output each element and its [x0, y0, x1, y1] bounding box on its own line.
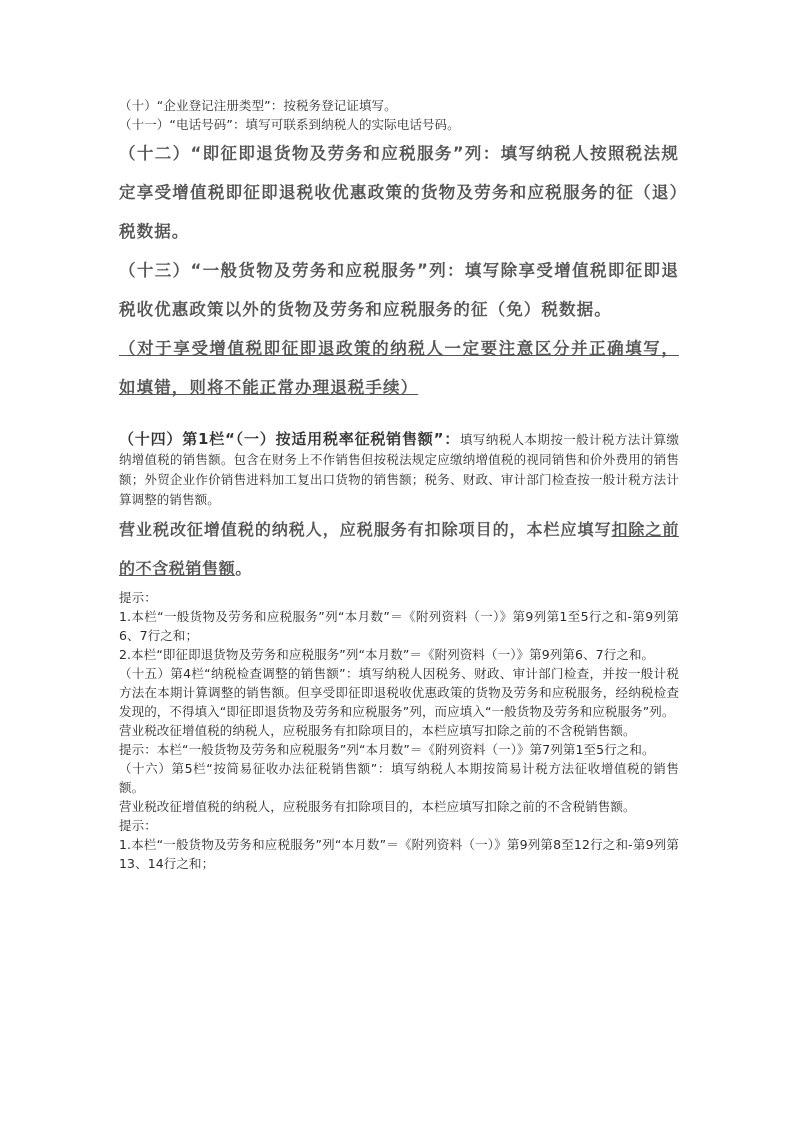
paragraph-16: （十六）第5栏“按简易征收办法征税销售额”：填写纳税人本期按简易计税方法征收增值税的销售额。: [119, 761, 679, 795]
tip-label-1: 提示：: [119, 590, 157, 605]
document-page: [119, 96, 679, 873]
vat-note-end: 。: [235, 559, 252, 578]
vat-note-text: 营业税改征增值税的纳税人，应税服务有扣除项目的，本栏应填写: [119, 520, 612, 539]
paragraph-14: [119, 429, 679, 510]
paragraph-10: （十）“企业登记注册类型”：按税务登记证填写。: [119, 98, 397, 113]
vat-note-underlined: 扣除之前的不含税销售额: [119, 520, 679, 578]
paragraph-12: （十二）“即征即退货物及劳务和应税服务”列：填写纳税人按照税法规定享受增值税即征即退税收优惠政策的货物及劳务和应税服务的征（退）税数据。: [119, 144, 679, 241]
paragraph-15-tip: 提示：本栏“一般货物及劳务和应税服务”列“本月数”＝《附列资料（一）》第7列第1至5行之和。: [119, 742, 655, 757]
tip-2-item-1: 1.本栏“一般货物及劳务和应税服务”列“本月数”＝《附列资料（一）》第9列第8至12行之和-第9列第13、14行之和；: [119, 837, 679, 871]
note-paragraph: （对于享受增值税即征即退政策的纳税人一定要注意区分并正确填写，如填错，则将不能正常办理退税手续）: [119, 339, 679, 397]
paragraph-11: （十一）“电话号码”：填写可联系到纳税人的实际电话号码。: [119, 117, 460, 132]
paragraph-15: （十五）第4栏“纳税检查调整的销售额”：填写纳税人因税务、财政、审计部门检查，并按一般计税方法在本期计算调整的销售额。但享受即征即退税收优惠政策的货物及劳务和应税服务，经纳税检查发现的，不得填入“即征即退货物及劳务和应税服务”列，而应填入“一般货物及劳务和应税服务”列。: [119, 666, 679, 719]
paragraph-16-vat: 营业税改征增值税的纳税人，应税服务有扣除项目的，本栏应填写扣除之前的不含税销售额。: [119, 799, 636, 814]
paragraph-14-heading: （十四）第1栏“（一）按适用税率征税销售额”：: [119, 430, 461, 448]
paragraph-13: （十三）“一般货物及劳务和应税服务”列：填写除享受增值税即征即退税收优惠政策以外的货物及劳务和应税服务的征（免）税数据。: [119, 261, 679, 319]
paragraph-14-body: 填写纳税人本期按一般计税方法计算缴纳增值税的销售额。包含在财务上不作销售但按税法规定应缴纳增值税的视同销售和价外费用的销售额；外贸企业作价销售进料加工复出口货物的销售额；税务、财政、审计部门检查按一般计税方法计算调整的销售额。: [119, 432, 680, 507]
tip-1-item-2: 2.本栏“即征即退货物及劳务和应税服务”列“本月数”＝《附列资料（一）》第9列第6、7行之和。: [119, 647, 655, 662]
paragraph-14-vat-note: [119, 510, 679, 588]
tip-1-item-1: 1.本栏“一般货物及劳务和应税服务”列“本月数”＝《附列资料（一）》第9列第1至5行之和-第9列第6、7行之和；: [119, 609, 679, 643]
paragraph-15-vat: 营业税改征增值税的纳税人，应税服务有扣除项目的，本栏应填写扣除之前的不含税销售额。: [119, 723, 636, 738]
tip-label-2: 提示：: [119, 818, 157, 833]
